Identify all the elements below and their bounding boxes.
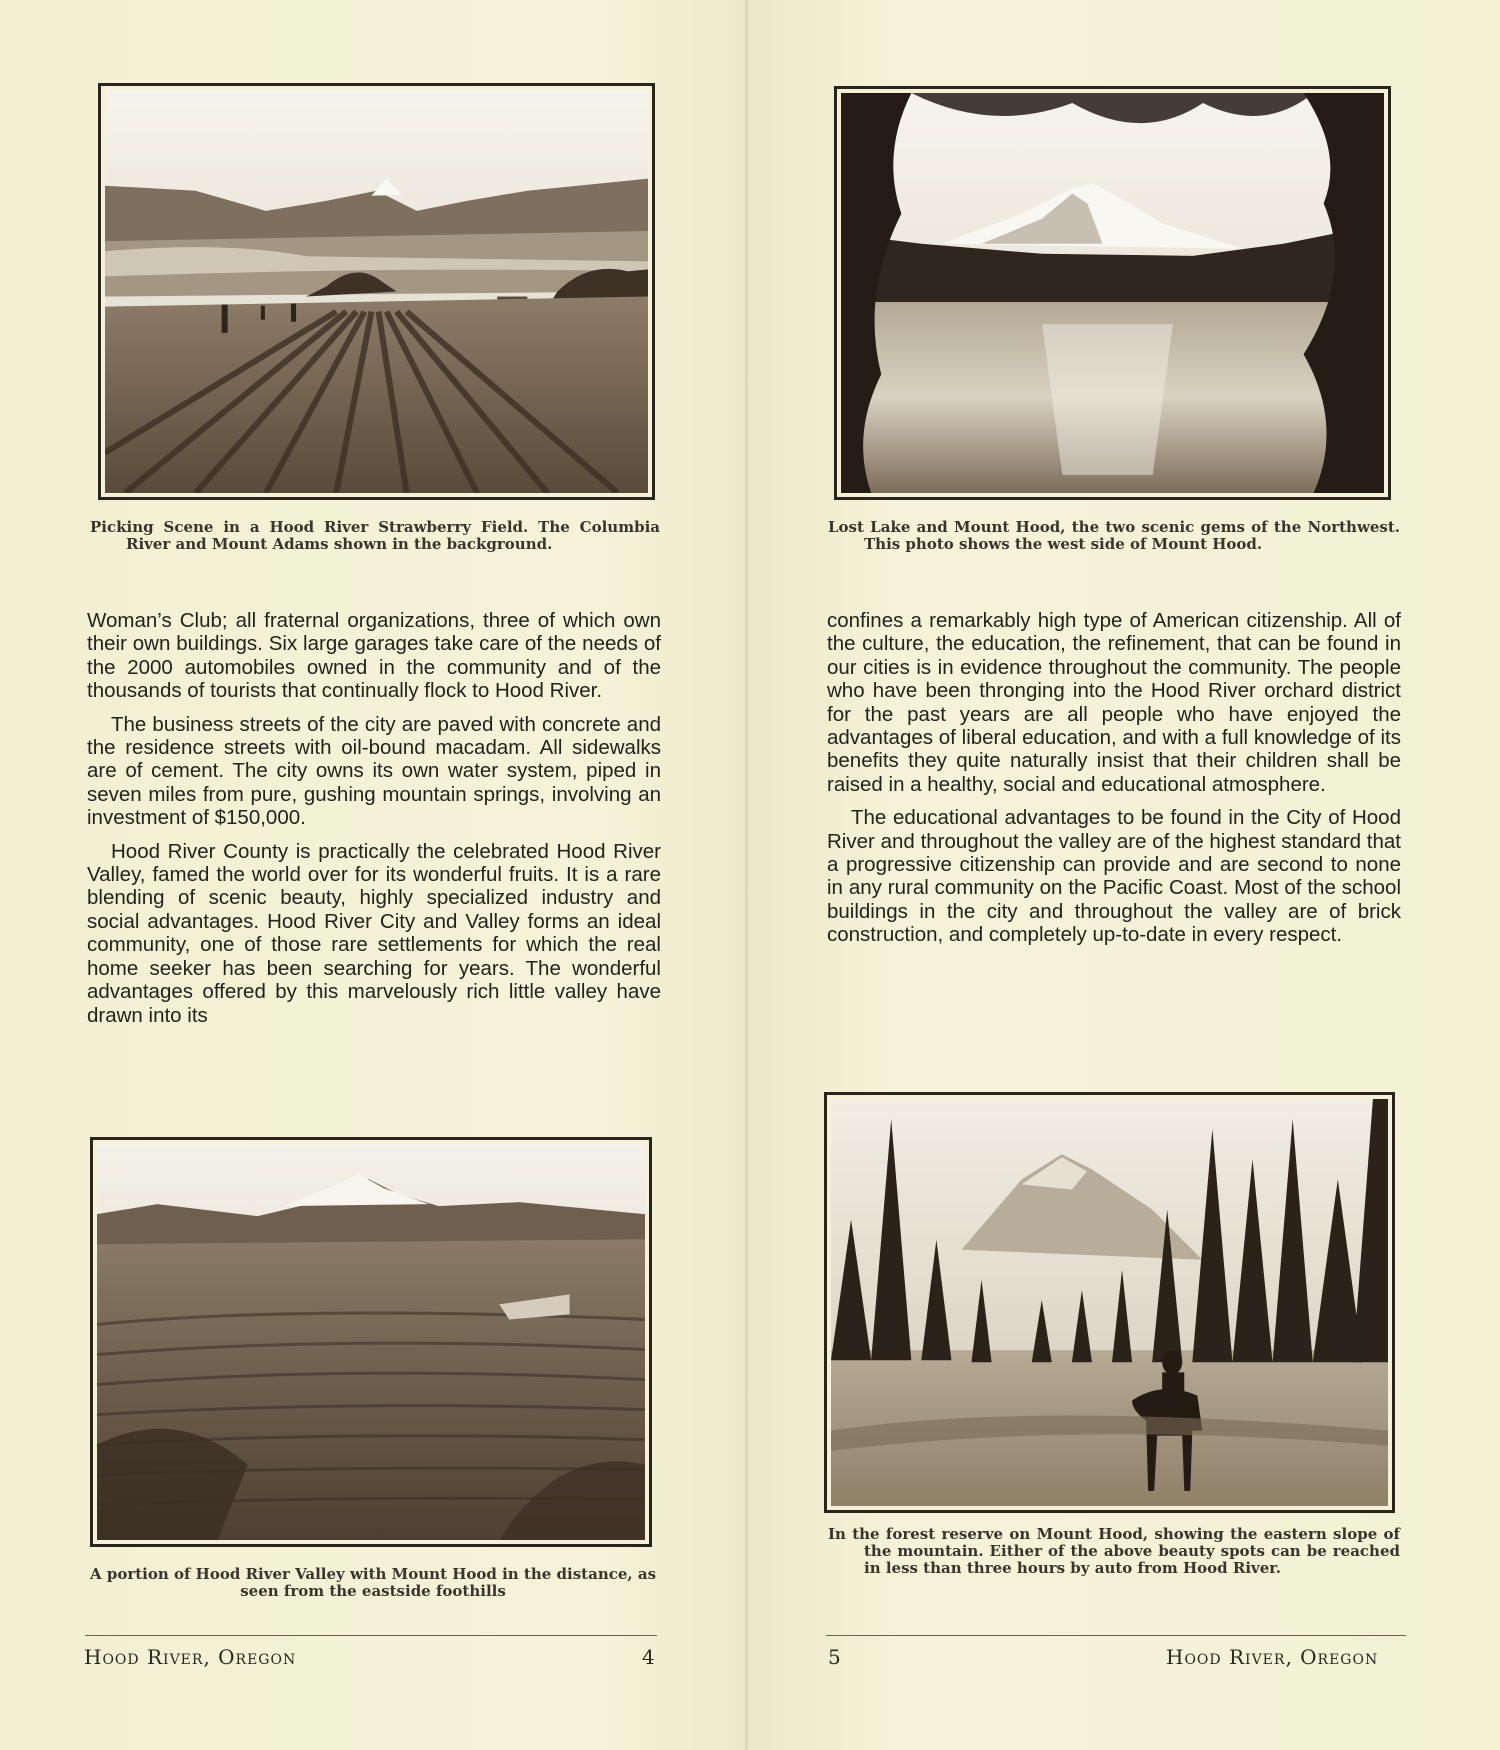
right-paragraph-1: confines a remarkably high type of American citizenship. All of the culture, the education, the refinement, that can be found in our cities is in evidence throughout the community. The people who have been thronging into the Hood River orchard district for the past years are all people who have enjoyed the advantages of liberal education, and with a full knowledge of its benefits they quite naturally insist that their children shall be raised in a healthy, social and educational atmosphere. (827, 609, 1401, 796)
right-page (748, 0, 1500, 1750)
forest-reserve-caption: In the forest reserve on Mount Hood, showing the eastern slope of the mountain. Either of the above beauty spots can be reached in less than three hours by auto from Hood River. (828, 1525, 1400, 1577)
left-body-text (87, 609, 661, 1037)
lost-lake-caption: Lost Lake and Mount Hood, the two scenic gems of the Northwest. This photo shows the west side of Mount Hood. (828, 518, 1400, 553)
strawberry-field-photo (98, 83, 655, 500)
right-page-number: 5 (828, 1645, 841, 1669)
left-paragraph-2: The business streets of the city are paved with concrete and the residence streets with oil-bound macadam. All sidewalks are of cement. The city owns its own water system, piped in seven miles from pure, gushing mountain springs, involving an investment of $150,000. (87, 712, 661, 830)
hood-river-valley-photo (90, 1137, 652, 1547)
right-paragraph-2: The educational advantages to be found in the City of Hood River and throughout the valley are of the highest standard that a progressive citizenship can provide and are second to none in any rural community on the Pacific Coast. Most of the school buildings in the city and throughout the valley are of brick construction, and completely up-to-date in every respect. (827, 806, 1401, 947)
left-paragraph-3: Hood River County is practically the celebrated Hood River Valley, famed the world over for its wonderful fruits. It is a rare blending of scenic beauty, highly specialized industry and social advantages. Hood River City and Valley forms an ideal community, one of those rare settlements for which the real home seeker has been searching for years. The wonderful advantages offered by this marvelously rich little valley have drawn into its (87, 839, 661, 1027)
left-footer-title: Hood River, Oregon (84, 1645, 297, 1669)
lost-lake-photo (834, 86, 1391, 500)
left-page-number: 4 (642, 1645, 655, 1669)
right-body-text (827, 609, 1401, 957)
forest-reserve-photo (824, 1092, 1395, 1513)
right-footer-title: Hood River, Oregon (1166, 1645, 1379, 1669)
strawberry-field-caption: Picking Scene in a Hood River Strawberry Field. The Columbia River and Mount Adams shown in the background. (90, 518, 660, 553)
right-footer-rule (826, 1635, 1406, 1636)
left-paragraph-1: Woman’s Club; all fraternal organizations, three of which own their own buildings. Six large garages take care of the needs of the 2000 automobiles owned in the community and of the thousands of tourists that continually flock to Hood River. (87, 609, 661, 703)
hood-river-valley-caption: A portion of Hood River Valley with Mount Hood in the distance, as seen from the eastside foothills (89, 1565, 657, 1600)
left-page (0, 0, 748, 1750)
left-footer-rule (85, 1635, 657, 1636)
